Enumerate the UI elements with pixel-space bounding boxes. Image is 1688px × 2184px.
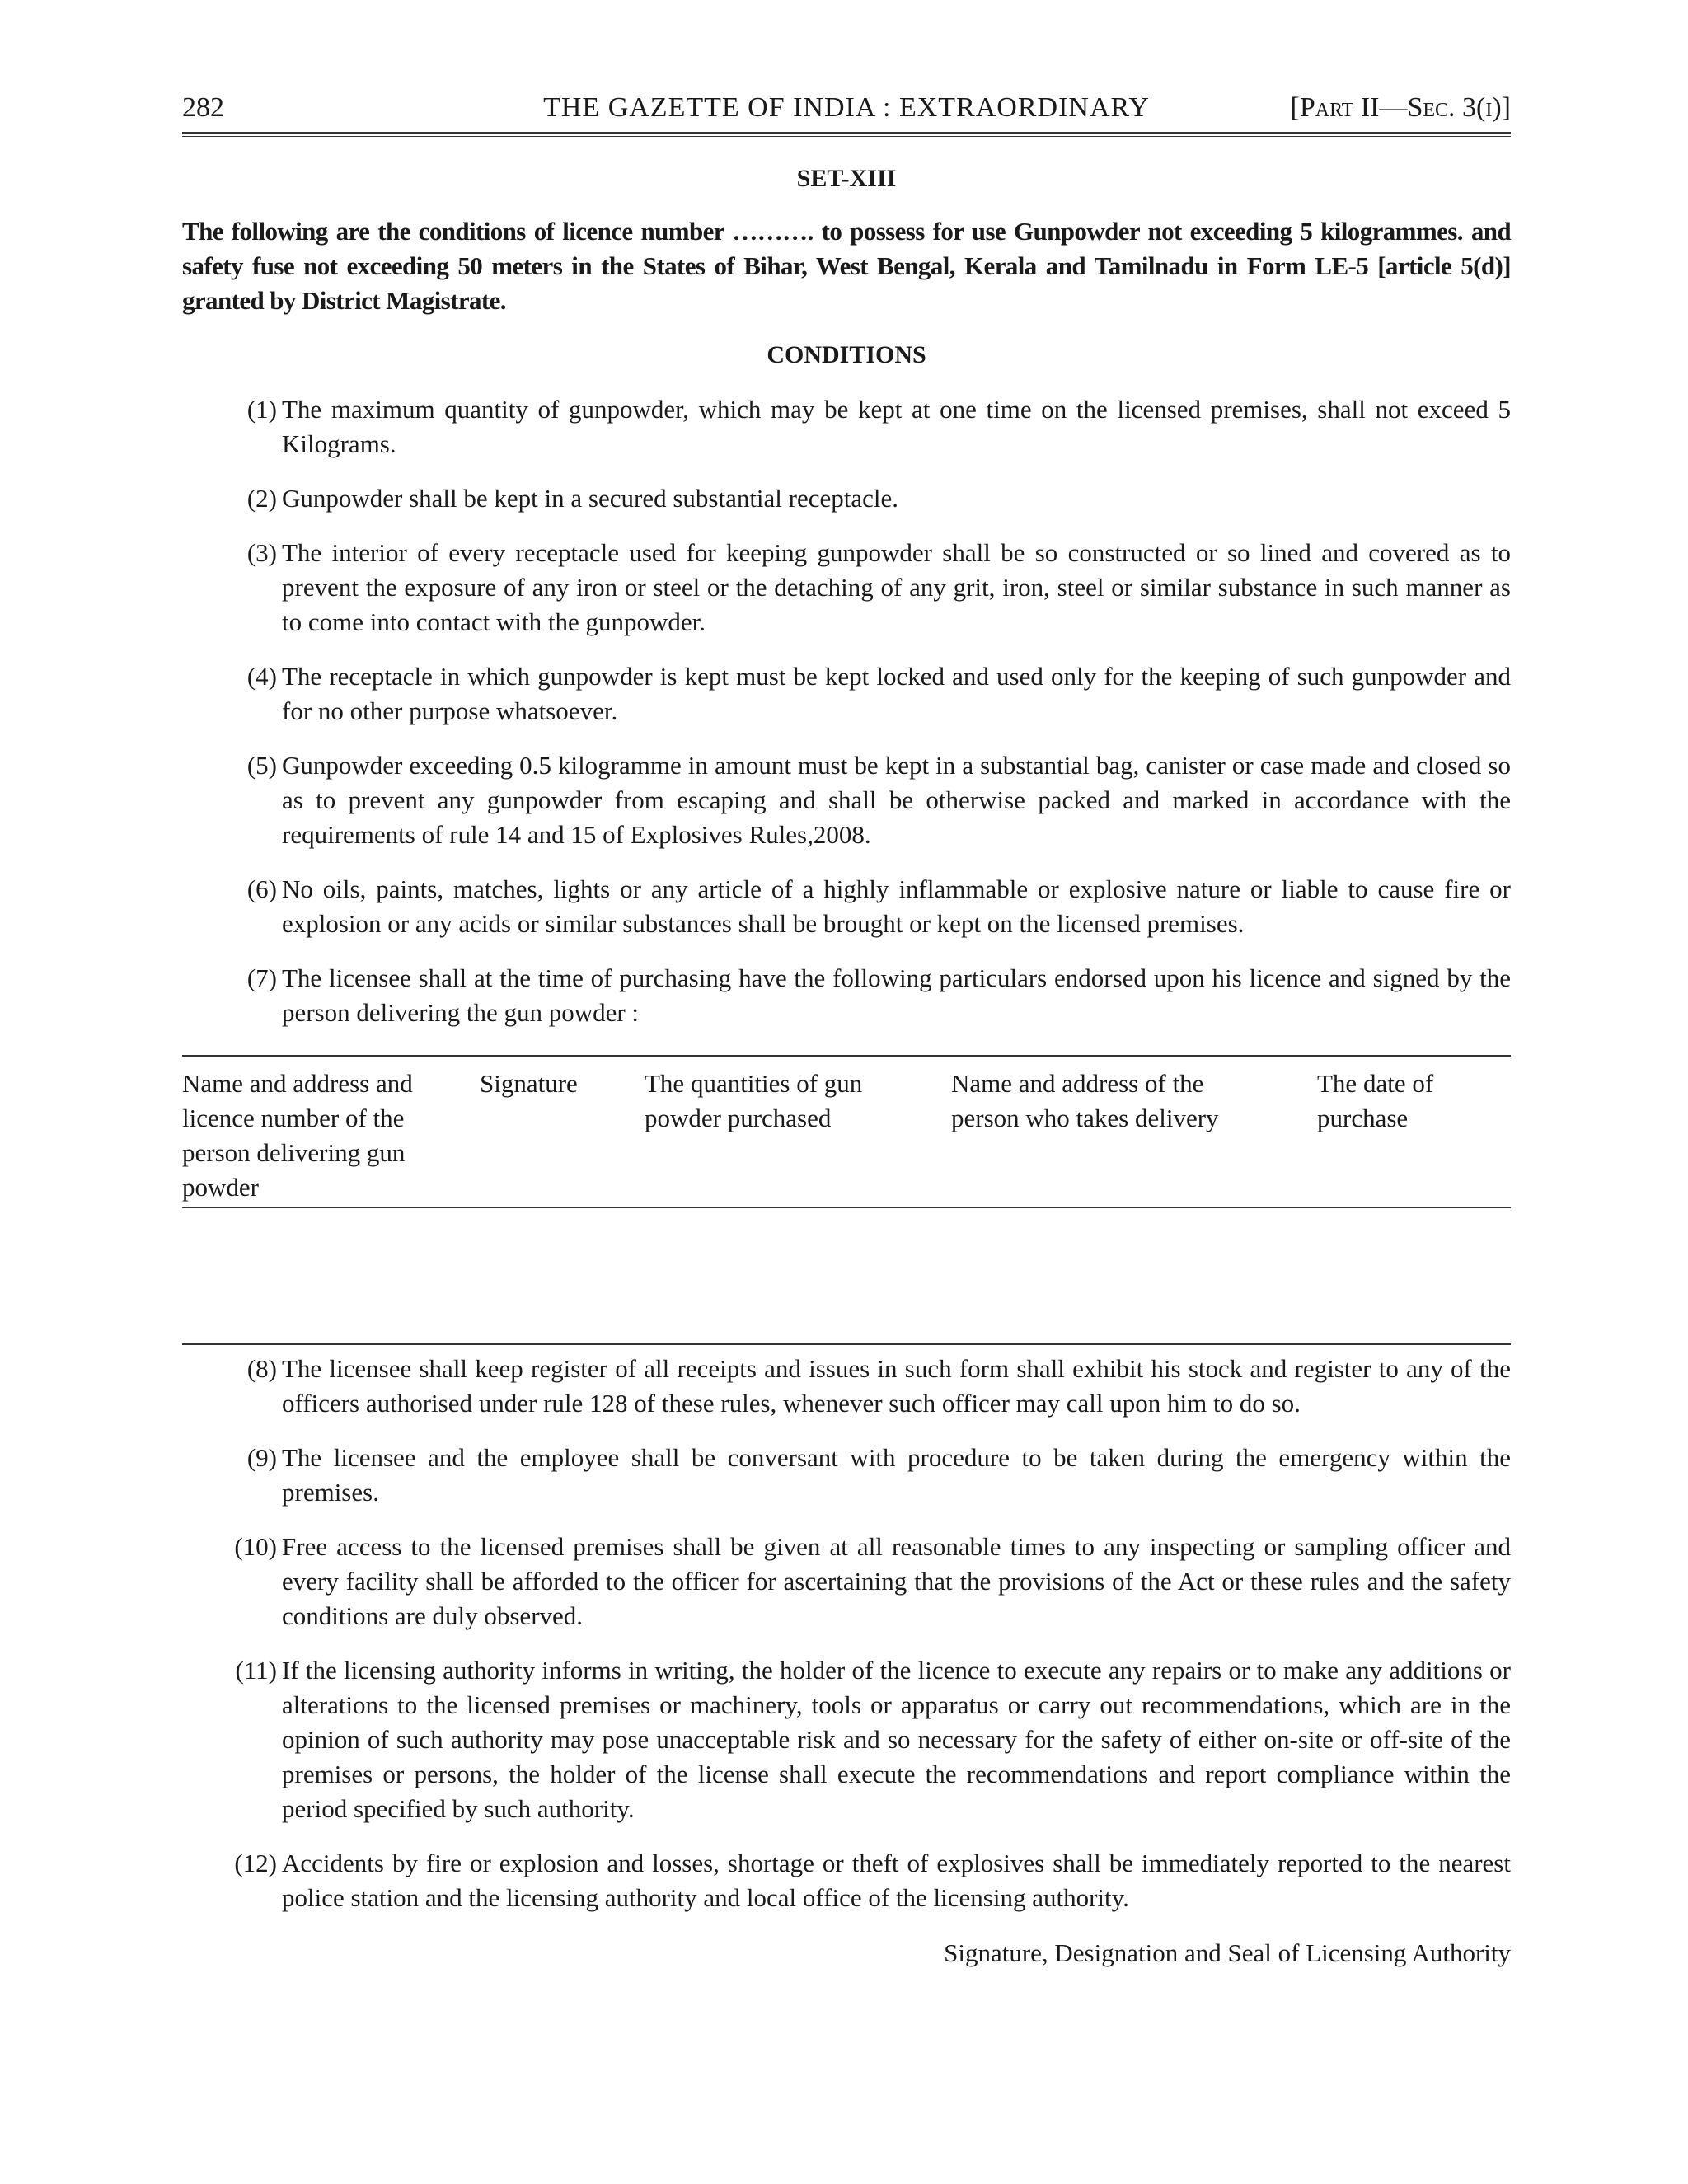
condition-item [182, 961, 1511, 1030]
table-header-cell: The date of purchase [1317, 1069, 1434, 1132]
condition-number: (2) [246, 484, 277, 513]
condition-number: (5) [246, 751, 277, 780]
table-header-cell: Signature [480, 1069, 578, 1098]
condition-item [182, 748, 1511, 852]
condition-number: (4) [246, 662, 277, 691]
condition-number: (10) [234, 1532, 277, 1561]
condition-text: The licensee and the employee shall be conversant with procedure to be taken during the emergency within the premises. [282, 1443, 1511, 1507]
table-header-cell: The quantities of gun powder purchased [645, 1069, 863, 1132]
table-header-cell: Name and address of the person who takes delivery [951, 1069, 1219, 1132]
condition-text: The licensee shall keep register of all receipts and issues in such form shall exhibit his stock and register to any of the officers authorised under rule 128 of these rules, whenever such officer may call upon him to do so. [282, 1354, 1511, 1418]
page-header [182, 92, 1511, 132]
table-header-cell: Name and address and licence number of the person delivering gun powder [182, 1069, 413, 1202]
purchase-table [182, 1055, 1511, 1208]
condition-text: Free access to the licensed premises shall be given at all reasonable times to any inspecting or sampling officer and every facility shall be afforded to the officer for ascertaining that the provisions of the Act or these rules and the safety conditions are duly observed. [282, 1532, 1511, 1630]
condition-item [182, 481, 1511, 516]
condition-item [182, 1846, 1511, 1915]
condition-item [182, 1530, 1511, 1633]
set-title: SET-XIII [796, 165, 897, 192]
conditions-title: CONDITIONS [767, 341, 926, 368]
condition-number: (11) [235, 1656, 277, 1685]
condition-text: The interior of every receptacle used for keeping gunpowder shall be so constructed or so lined and covered as to prevent the exposure of any iron or steel or the detaching of any grit, iron, steel or similar substance in such manner as to come into contact with the gunpowder. [282, 538, 1511, 636]
condition-number: (8) [246, 1354, 277, 1383]
condition-item [182, 872, 1511, 941]
condition-item [182, 392, 1511, 462]
condition-number: (3) [246, 538, 277, 567]
condition-text: Gunpowder shall be kept in a secured substantial receptacle. [282, 484, 899, 513]
signature-line: Signature, Designation and Seal of Licensing Authority [944, 1938, 1511, 1967]
condition-text: The maximum quantity of gunpowder, which may be kept at one time on the licensed premises, shall not exceed 5 Kilograms. [282, 395, 1511, 458]
conditions-list-b [182, 1352, 1511, 1935]
condition-item [182, 1441, 1511, 1510]
condition-text: No oils, paints, matches, lights or any article of a highly inflammable or explosive nature or liable to cause fire or explosion or any acids or similar substances shall be brought or kept on the licensed premises. [282, 874, 1511, 938]
table-bottom-rule [182, 1343, 1511, 1345]
part-section: [Part II—Sec. 3(i)] [1290, 92, 1511, 123]
condition-number: (12) [234, 1849, 277, 1877]
condition-text: Accidents by fire or explosion and losses, shortage or theft of explosives shall be immediately reported to the nearest police station and the licensing authority and local office of the licensing authority. [282, 1849, 1511, 1912]
conditions-list-a [182, 392, 1511, 1050]
table-header-row [182, 1057, 1511, 1208]
condition-item [182, 1352, 1511, 1421]
condition-text: The receptacle in which gunpowder is kept must be kept locked and used only for the keeping of such gunpowder and for no other purpose whatsoever. [282, 662, 1511, 725]
condition-text: Gunpowder exceeding 0.5 kilogramme in amount must be kept in a substantial bag, canister or case made and closed so as to prevent any gunpowder from escaping and shall be otherwise packed and marked in accordance with the requirements of rule 14 and 15 of Explosives Rules,2008. [282, 751, 1511, 849]
condition-item [182, 659, 1511, 729]
condition-item [182, 1653, 1511, 1826]
condition-text: The licensee shall at the time of purchasing have the following particulars endorsed upon his licence and signed by the person delivering the gun powder : [282, 963, 1511, 1027]
condition-number: (9) [246, 1443, 277, 1472]
condition-number: (1) [246, 395, 277, 424]
condition-number: (6) [246, 874, 277, 903]
page-number: 282 [182, 92, 224, 123]
header-rule [182, 132, 1511, 137]
gazette-title: THE GAZETTE OF INDIA : EXTRAORDINARY [543, 92, 1150, 123]
condition-item [182, 536, 1511, 640]
intro-paragraph: The following are the conditions of licence number ………. to possess for use Gunpowder not exceeding 5 kilogrammes. and safety fuse not exceeding 50 meters in the States of Bihar, West Bengal, Kerala and Tamilnadu in Form LE-5 [article 5(d)] granted by District Magistrate. [182, 217, 1511, 315]
condition-text: If the licensing authority informs in writing, the holder of the licence to execute any repairs or to make any additions or alterations to the licensed premises or machinery, tools or apparatus or carry out recommendations, which are in the opinion of such authority may pose unacceptable risk and so necessary for the safety of either on-site or off-site of the premises or persons, the holder of the license shall execute the recommendations and report compliance within the period specified by such authority. [282, 1656, 1511, 1823]
condition-number: (7) [246, 963, 277, 992]
